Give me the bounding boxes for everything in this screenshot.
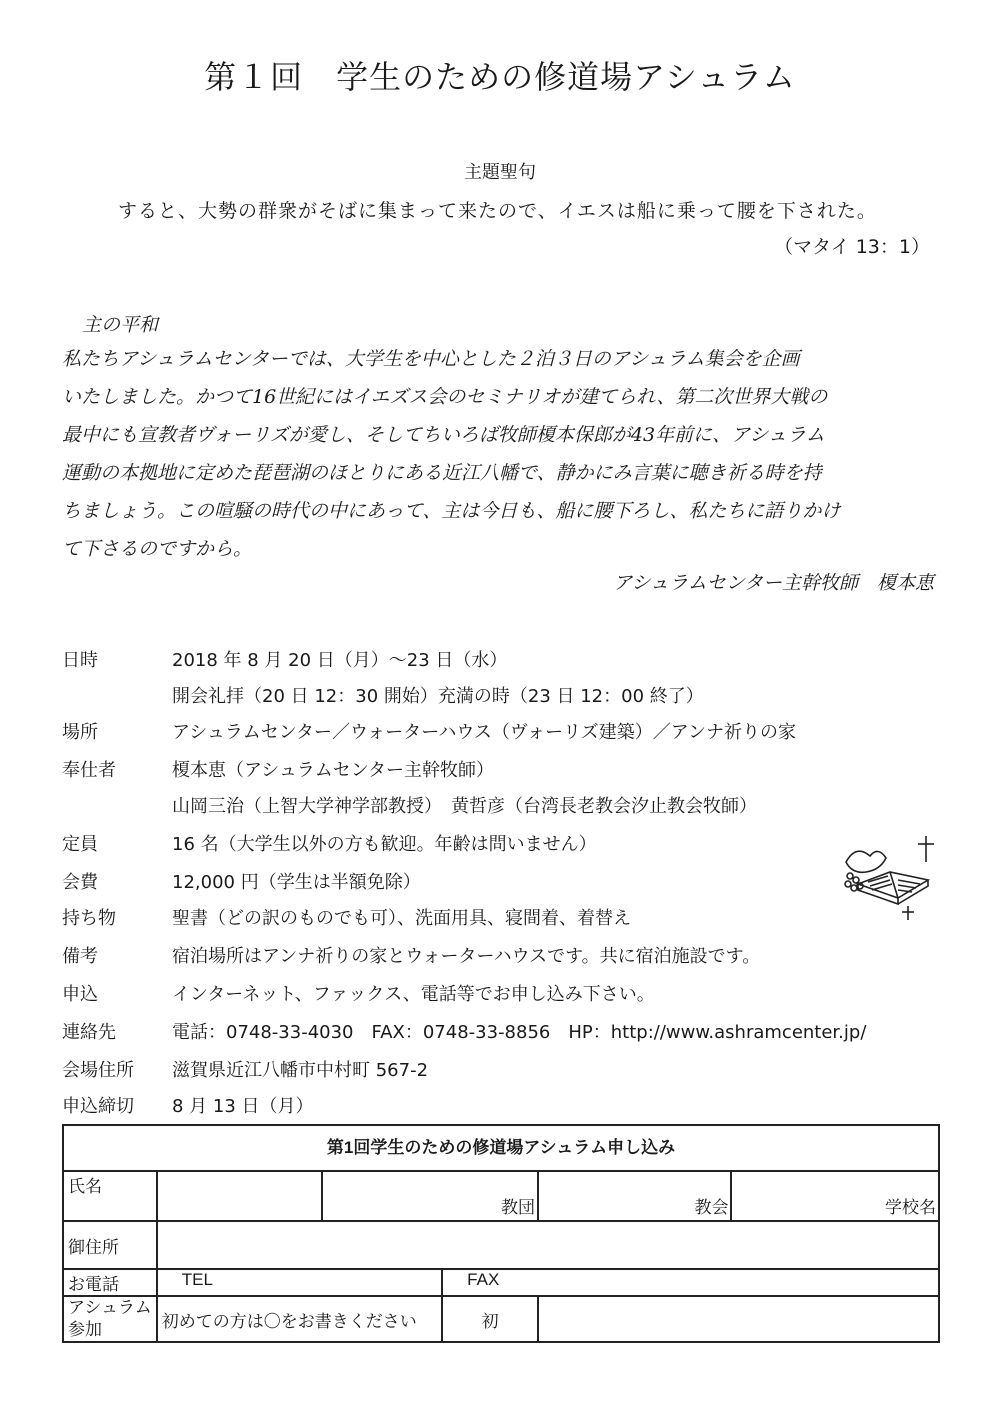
school-field[interactable] [731, 1171, 939, 1221]
info-value: インターネット、ファックス、電話等でお申し込み下さい。 [172, 984, 655, 1005]
info-value: 榎本恵（アシュラムセンター主幹牧師） [172, 760, 495, 781]
letter-line: いたしました。かつて16世紀にはイエズス会のセミナリオが建てられ、第二次世界大戦の [62, 386, 828, 408]
info-label: 連絡先 [62, 1022, 116, 1043]
info-label: 奉仕者 [62, 760, 116, 781]
info-label: 備考 [62, 946, 98, 967]
theme-verse: すると、大勢の群衆がそばに集まって来たので、イエスは船に乗って腰を下された。 [118, 200, 877, 222]
theme-reference: （マタイ 13：1） [774, 236, 930, 258]
form-title: 第1回学生のための修道場アシュラム申し込み [63, 1125, 939, 1171]
info-value: 宿泊場所はアンナ祈りの家とウォーターハウスです。共に宿泊施設です。 [172, 946, 761, 967]
tel-field[interactable] [157, 1269, 442, 1296]
school-label: 学校名 [885, 1198, 936, 1217]
info-label: 場所 [62, 722, 98, 743]
church-field[interactable] [538, 1171, 732, 1221]
denomination-field[interactable] [322, 1171, 538, 1221]
info-label: 申込締切 [62, 1096, 134, 1117]
info-value: 聖書（どの訳のものでも可）、洗面用具、寝間着、着替え [172, 908, 631, 929]
application-form [62, 1124, 940, 1343]
info-label: 会場住所 [62, 1060, 134, 1081]
letter-line: ちましょう。この喧騒の時代の中にあって、主は今日も、船に腰下ろし、私たちに語りかけ [62, 500, 841, 522]
info-label: 日時 [62, 650, 98, 671]
info-value: 16 名（大学生以外の方も歓迎。年齢は問いません） [172, 834, 597, 855]
ashram-participation-field[interactable] [538, 1296, 939, 1342]
ashram-label-line1: アシュラム [68, 1298, 152, 1317]
name-field[interactable] [157, 1171, 323, 1221]
ashram-label-line2: 参加 [68, 1320, 102, 1339]
first-time-note: 初めての方は〇をお書きください [157, 1296, 442, 1342]
first-time-mark-field[interactable] [442, 1296, 538, 1342]
theme-label: 主題聖句 [464, 162, 536, 183]
denomination-label: 教団 [500, 1198, 535, 1217]
info-label: 定員 [62, 834, 98, 855]
church-label: 教会 [694, 1198, 729, 1217]
info-value: 滋賀県近江八幡市中村町 567-2 [172, 1060, 429, 1081]
info-label: 会費 [62, 872, 98, 893]
address-label: 御住所 [63, 1221, 157, 1269]
letter-greeting: 主の平和 [82, 314, 159, 336]
tel-label: TEL [181, 1270, 213, 1289]
phone-label: お電話 [63, 1269, 157, 1296]
info-label: 申込 [62, 984, 98, 1005]
letter-signature: アシュラムセンター主幹牧師 榎本恵 [613, 572, 934, 594]
info-value: 山岡三治（上智大学神学部教授） 黄哲彦（台湾長老教会汐止教会牧師） [172, 796, 757, 817]
info-value: アシュラムセンター／ウォーターハウス（ヴォーリズ建築）／アンナ祈りの家 [172, 722, 797, 743]
info-value: 電話：0748-33-4030 FAX：0748-33-8856 HP：http://www.ashramcenter.jp/ [172, 1022, 867, 1043]
letter-line: て下さるのですから。 [62, 538, 253, 560]
page-title: 第１回 学生のための修道場アシュラム [204, 58, 796, 96]
first-label: 初 [481, 1311, 499, 1331]
fax-field[interactable] [442, 1269, 939, 1296]
info-label: 持ち物 [62, 908, 116, 929]
name-label: 氏名 [63, 1171, 157, 1221]
info-value: 12,000 円（学生は半額免除） [172, 872, 421, 893]
address-field[interactable] [157, 1221, 939, 1269]
info-value: 8 月 13 日（月） [172, 1096, 314, 1117]
letter-line: 私たちアシュラムセンターでは、大学生を中心とした２泊３日のアシュラム集会を企画 [62, 348, 800, 370]
ashram-label [63, 1296, 157, 1342]
info-value: 開会礼拝（20 日 12：30 開始）充満の時（23 日 12：00 終了） [172, 686, 704, 707]
fax-label: FAX [467, 1270, 500, 1289]
letter-line: 最中にも宣教者ヴォーリズが愛し、そしてちいろば牧師榎本保郎が43年前に、アシュラム [62, 424, 825, 446]
open-bible-icon [828, 832, 948, 922]
info-value: 2018 年 8 月 20 日（月）～23 日（水） [172, 650, 508, 671]
letter-line: 運動の本拠地に定めた琵琶湖のほとりにある近江八幡で、静かにみ言葉に聴き祈る時を持 [62, 462, 822, 484]
